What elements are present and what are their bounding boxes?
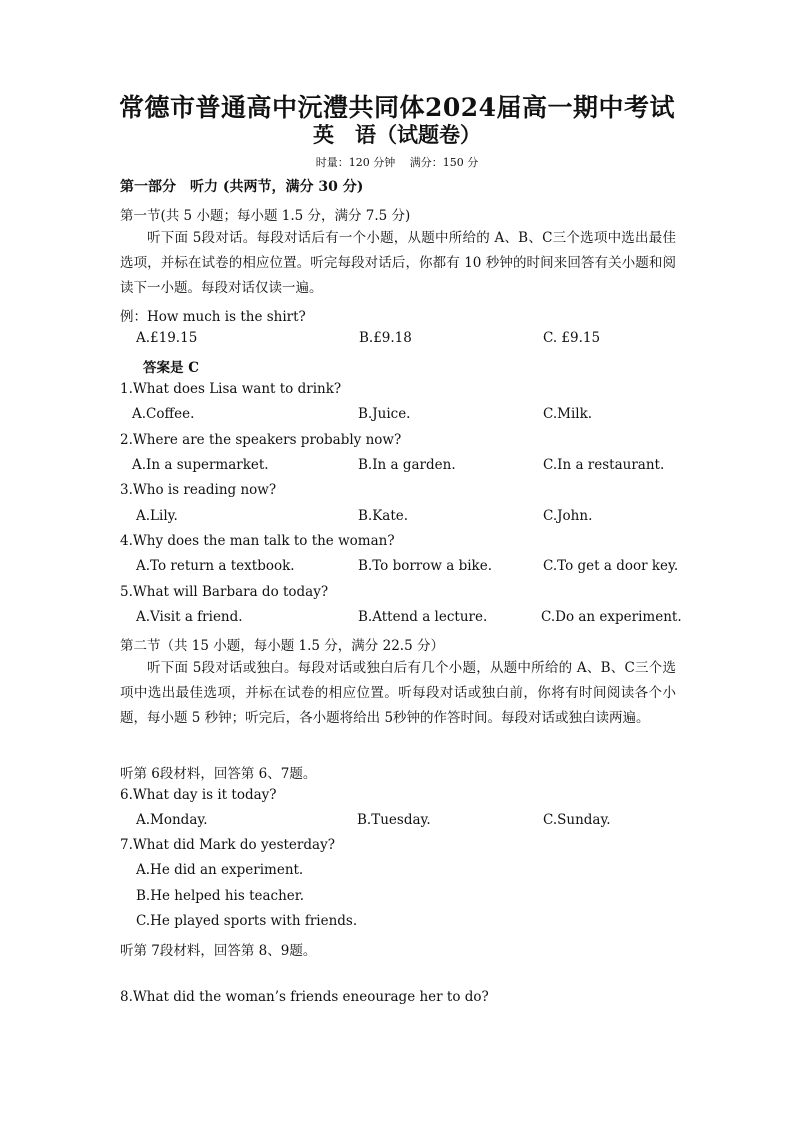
- exam-title: 常德市普通高中沅澧共同体2024届高一期中考试: [118, 93, 676, 122]
- example-answer: 答案是 C: [143, 360, 199, 376]
- part1-heading: 第一部分 听力 (共两节，满分 30 分): [120, 179, 364, 195]
- q5-option-a: A.Visit a friend.: [136, 609, 243, 625]
- question-2: 2.Where are the speakers probably now?: [120, 432, 402, 448]
- q6-option-a: A.Monday.: [136, 812, 208, 828]
- q6-option-b: B.Tuesday.: [357, 812, 431, 828]
- q7-option-a: A.He did an experiment.: [136, 862, 304, 878]
- question-8: 8.What did the woman’s friends eneourage her to do?: [120, 989, 489, 1005]
- question-3: 3.Who is reading now?: [120, 482, 277, 498]
- section1-heading: 第一节(共 5 小题；每小题 1.5 分，满分 7.5 分): [120, 208, 411, 224]
- question-7: 7.What did Mark do yesterday?: [120, 837, 335, 853]
- q5-option-b: B.Attend a lecture.: [358, 609, 488, 625]
- material-7-instruction: 听第 7段材料，回答第 8、9题。: [120, 943, 317, 959]
- section2-instructions: 听下面 5段对话或独白。每段对话或独白后有几个小题，从题中所给的 A、B、C三个选项中选出最佳选项，并标在试卷的相应位置。听每段对话或独白前，你将有时间阅读各个小题，每小题 5 秒钟；听完后，各小题将给出 5秒钟的作答时间。每段对话或独白读两遍。: [120, 660, 676, 726]
- exam-meta: 时量：120 分钟 满分：150 分: [315, 156, 479, 169]
- example-question: 例：How much is the shirt?: [120, 309, 306, 325]
- q7-option-b: B.He helped his teacher.: [136, 888, 305, 904]
- example-option-a: A.£19.15: [136, 330, 198, 346]
- q7-option-c: C.He played sports with friends.: [136, 913, 358, 929]
- q6-option-c: C.Sunday.: [543, 812, 611, 828]
- question-6: 6.What day is it today?: [120, 787, 277, 803]
- question-5: 5.What will Barbara do today?: [120, 584, 329, 600]
- q2-option-b: B.In a garden.: [358, 457, 456, 473]
- q1-option-c: C.Milk.: [543, 406, 593, 422]
- question-4: 4.Why does the man talk to the woman?: [120, 533, 395, 549]
- q2-option-c: C.In a restaurant.: [543, 457, 665, 473]
- question-1: 1.What does Lisa want to drink?: [120, 381, 342, 397]
- q1-option-b: B.Juice.: [358, 406, 411, 422]
- q3-option-a: A.Lily.: [136, 508, 178, 524]
- example-option-b: B.£9.18: [359, 330, 412, 346]
- q3-option-b: B.Kate.: [358, 508, 409, 524]
- q1-option-a: A.Coffee.: [132, 406, 195, 422]
- section1-instructions: 听下面 5段对话。每段对话后有一个小题，从题中所给的 A、B、C三个选项中选出最佳选项，并标在试卷的相应位置。听完每段对话后，你都有 10 秒钟的时间来回答有关小题和阅读下一小题。每段对话仅读一遍。: [120, 230, 676, 296]
- q2-option-a: A.In a supermarket.: [132, 457, 269, 473]
- example-option-c: C. £9.15: [543, 330, 601, 346]
- q4-option-b: B.To borrow a bike.: [358, 558, 492, 574]
- exam-subtitle: 英 语（试题卷）: [313, 122, 481, 147]
- material-6-instruction: 听第 6段材料，回答第 6、7题。: [120, 766, 317, 782]
- q5-option-c: C.Do an experiment.: [541, 609, 682, 625]
- q4-option-c: C.To get a door key.: [543, 558, 679, 574]
- q3-option-c: C.John.: [543, 508, 593, 524]
- q4-option-a: A.To return a textbook.: [136, 558, 295, 574]
- section2-heading: 第二节（共 15 小题，每小题 1.5 分，满分 22.5 分）: [120, 638, 444, 654]
